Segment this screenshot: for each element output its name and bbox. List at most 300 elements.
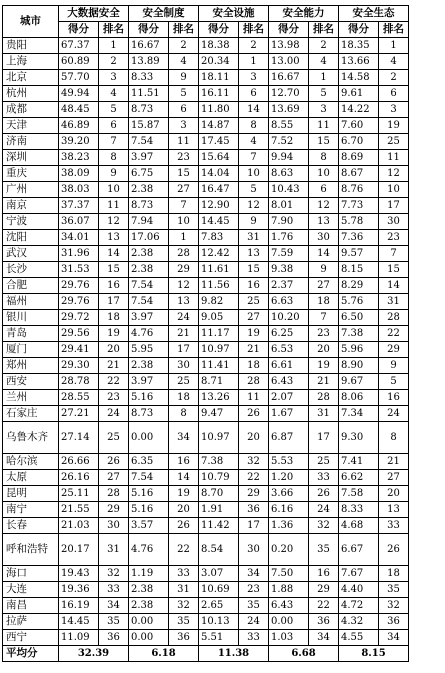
rank-cell: 5 xyxy=(379,374,409,390)
score-cell: 6.87 xyxy=(269,422,309,454)
score-cell: 4.76 xyxy=(129,534,169,566)
score-cell: 7.54 xyxy=(129,278,169,294)
score-cell: 7.36 xyxy=(339,230,379,246)
score-cell: 8.01 xyxy=(269,198,309,214)
score-cell: 20.34 xyxy=(199,54,239,70)
rank-cell: 16 xyxy=(99,278,129,294)
score-cell: 13.98 xyxy=(269,38,309,54)
table-row xyxy=(3,262,409,278)
rank-cell: 8 xyxy=(379,422,409,454)
rank-cell: 2 xyxy=(379,70,409,86)
rank-cell: 17 xyxy=(309,422,339,454)
score-cell: 5.95 xyxy=(129,342,169,358)
score-cell: 8.73 xyxy=(129,102,169,118)
average-security-facilities: 11.38 xyxy=(199,646,269,662)
city-name: 沈阳 xyxy=(3,230,59,246)
rank-cell: 24 xyxy=(169,310,199,326)
rank-cell: 13 xyxy=(379,502,409,518)
rank-cell: 11 xyxy=(239,390,269,406)
score-cell: 31.53 xyxy=(59,262,99,278)
rank-header: 排名 xyxy=(169,22,199,38)
score-cell: 11.56 xyxy=(199,278,239,294)
rank-cell: 27 xyxy=(379,470,409,486)
score-cell: 3.57 xyxy=(129,518,169,534)
rank-cell: 4 xyxy=(169,54,199,70)
city-name: 杭州 xyxy=(3,86,59,102)
score-cell: 6.63 xyxy=(269,294,309,310)
score-cell: 48.45 xyxy=(59,102,99,118)
score-cell: 15.87 xyxy=(129,118,169,134)
score-cell: 8.29 xyxy=(339,278,379,294)
score-cell: 19.43 xyxy=(59,566,99,582)
rank-cell: 16 xyxy=(309,566,339,582)
table-row xyxy=(3,310,409,326)
score-cell: 16.67 xyxy=(129,38,169,54)
score-cell: 7.38 xyxy=(199,454,239,470)
score-cell: 8.63 xyxy=(269,166,309,182)
score-cell: 7.54 xyxy=(129,294,169,310)
rank-cell: 1 xyxy=(169,230,199,246)
rank-cell: 30 xyxy=(169,358,199,374)
rank-cell: 29 xyxy=(239,486,269,502)
city-name: 西安 xyxy=(3,374,59,390)
rank-cell: 18 xyxy=(309,294,339,310)
rank-cell: 24 xyxy=(309,502,339,518)
rank-cell: 30 xyxy=(99,518,129,534)
rank-cell: 5 xyxy=(99,102,129,118)
rank-cell: 22 xyxy=(309,598,339,614)
rank-cell: 17 xyxy=(379,198,409,214)
rank-cell: 13 xyxy=(99,230,129,246)
rank-cell: 16 xyxy=(379,390,409,406)
score-cell: 38.09 xyxy=(59,166,99,182)
rank-cell: 27 xyxy=(309,278,339,294)
table-row xyxy=(3,246,409,262)
rank-cell: 16 xyxy=(239,278,269,294)
city-name: 郑州 xyxy=(3,358,59,374)
rank-cell: 12 xyxy=(239,198,269,214)
score-cell: 6.70 xyxy=(339,134,379,150)
score-cell: 28.78 xyxy=(59,374,99,390)
rank-cell: 20 xyxy=(99,342,129,358)
score-cell: 7.67 xyxy=(339,566,379,582)
rank-cell: 5 xyxy=(169,86,199,102)
score-cell: 1.20 xyxy=(269,470,309,486)
rank-cell: 35 xyxy=(309,534,339,566)
score-cell: 1.67 xyxy=(269,406,309,422)
rank-cell: 6 xyxy=(309,182,339,198)
score-cell: 26.66 xyxy=(59,454,99,470)
table-row xyxy=(3,486,409,502)
score-cell: 11.42 xyxy=(199,518,239,534)
score-cell: 6.35 xyxy=(129,454,169,470)
score-cell: 37.37 xyxy=(59,198,99,214)
rank-cell: 9 xyxy=(239,214,269,230)
score-cell: 2.38 xyxy=(129,582,169,598)
score-cell: 4.72 xyxy=(339,598,379,614)
header-row-sub xyxy=(3,22,409,38)
score-cell: 7.41 xyxy=(339,454,379,470)
table-row xyxy=(3,630,409,646)
rank-cell: 7 xyxy=(169,198,199,214)
score-cell: 7.59 xyxy=(269,246,309,262)
rank-cell: 11 xyxy=(169,134,199,150)
rank-cell: 21 xyxy=(379,454,409,470)
rank-cell: 19 xyxy=(169,486,199,502)
score-cell: 49.94 xyxy=(59,86,99,102)
score-cell: 6.25 xyxy=(269,326,309,342)
rank-cell: 1 xyxy=(379,38,409,54)
rank-cell: 34 xyxy=(239,566,269,582)
group-header-security-facilities: 安全设施 xyxy=(199,6,269,22)
score-cell: 14.45 xyxy=(199,214,239,230)
score-cell: 67.37 xyxy=(59,38,99,54)
table-row xyxy=(3,502,409,518)
score-cell: 9.38 xyxy=(269,262,309,278)
rank-cell: 20 xyxy=(379,486,409,502)
table-row xyxy=(3,70,409,86)
score-cell: 38.23 xyxy=(59,150,99,166)
score-cell: 46.89 xyxy=(59,118,99,134)
table-row xyxy=(3,406,409,422)
score-cell: 4.40 xyxy=(339,582,379,598)
rank-cell: 25 xyxy=(239,294,269,310)
rank-cell: 19 xyxy=(99,326,129,342)
score-cell: 29.30 xyxy=(59,358,99,374)
score-cell: 8.54 xyxy=(199,534,239,566)
table-row xyxy=(3,166,409,182)
rank-cell: 8 xyxy=(309,150,339,166)
score-cell: 19.36 xyxy=(59,582,99,598)
rank-cell: 11 xyxy=(99,198,129,214)
score-cell: 27.14 xyxy=(59,422,99,454)
score-cell: 7.34 xyxy=(339,406,379,422)
score-cell: 3.97 xyxy=(129,374,169,390)
score-cell: 0.00 xyxy=(129,630,169,646)
score-cell: 9.82 xyxy=(199,294,239,310)
header-row-groups xyxy=(3,6,409,22)
table-row xyxy=(3,390,409,406)
score-cell: 8.15 xyxy=(339,262,379,278)
score-cell: 7.90 xyxy=(269,214,309,230)
rank-cell: 31 xyxy=(309,406,339,422)
city-name: 海口 xyxy=(3,566,59,582)
rank-cell: 9 xyxy=(169,70,199,86)
rank-cell: 13 xyxy=(309,214,339,230)
rank-cell: 20 xyxy=(169,502,199,518)
score-cell: 7.50 xyxy=(269,566,309,582)
rank-cell: 20 xyxy=(309,342,339,358)
rank-cell: 19 xyxy=(379,118,409,134)
table-row xyxy=(3,326,409,342)
rank-cell: 33 xyxy=(379,518,409,534)
score-cell: 5.51 xyxy=(199,630,239,646)
score-cell: 6.67 xyxy=(339,534,379,566)
score-cell: 12.90 xyxy=(199,198,239,214)
score-cell: 6.75 xyxy=(129,166,169,182)
score-cell: 16.19 xyxy=(59,598,99,614)
rank-cell: 3 xyxy=(379,102,409,118)
score-cell: 18.38 xyxy=(199,38,239,54)
city-name: 长春 xyxy=(3,518,59,534)
rank-cell: 35 xyxy=(239,598,269,614)
rank-cell: 28 xyxy=(99,486,129,502)
table-row xyxy=(3,118,409,134)
score-cell: 10.43 xyxy=(269,182,309,198)
rank-cell: 25 xyxy=(379,134,409,150)
rank-cell: 18 xyxy=(169,390,199,406)
city-column-header: 城市 xyxy=(3,6,59,38)
rank-cell: 32 xyxy=(239,454,269,470)
score-cell: 11.80 xyxy=(199,102,239,118)
rank-cell: 3 xyxy=(309,102,339,118)
rank-cell: 33 xyxy=(309,470,339,486)
rank-cell: 13 xyxy=(169,294,199,310)
score-cell: 6.50 xyxy=(339,310,379,326)
rank-cell: 36 xyxy=(379,614,409,630)
score-cell: 9.47 xyxy=(199,406,239,422)
table-body xyxy=(3,38,409,646)
rank-cell: 17 xyxy=(169,342,199,358)
rank-cell: 3 xyxy=(169,118,199,134)
city-name: 成都 xyxy=(3,102,59,118)
score-cell: 34.01 xyxy=(59,230,99,246)
table-row xyxy=(3,182,409,198)
rank-cell: 2 xyxy=(99,54,129,70)
score-cell: 27.21 xyxy=(59,406,99,422)
rank-cell: 16 xyxy=(169,454,199,470)
table-row xyxy=(3,198,409,214)
score-cell: 5.53 xyxy=(269,454,309,470)
rank-cell: 18 xyxy=(379,566,409,582)
rank-cell: 34 xyxy=(379,630,409,646)
rank-cell: 35 xyxy=(379,582,409,598)
rank-header: 排名 xyxy=(239,22,269,38)
score-cell: 2.38 xyxy=(129,358,169,374)
score-cell: 5.16 xyxy=(129,486,169,502)
rank-cell: 20 xyxy=(239,422,269,454)
score-cell: 38.03 xyxy=(59,182,99,198)
table-row xyxy=(3,278,409,294)
table-row xyxy=(3,134,409,150)
rank-cell: 18 xyxy=(239,358,269,374)
score-cell: 10.97 xyxy=(199,422,239,454)
score-cell: 8.73 xyxy=(129,198,169,214)
rank-cell: 36 xyxy=(309,614,339,630)
rank-cell: 21 xyxy=(99,358,129,374)
city-name: 重庆 xyxy=(3,166,59,182)
score-cell: 4.32 xyxy=(339,614,379,630)
rank-header: 排名 xyxy=(309,22,339,38)
score-cell: 25.11 xyxy=(59,486,99,502)
city-name: 昆明 xyxy=(3,486,59,502)
rank-header: 排名 xyxy=(379,22,409,38)
score-cell: 8.69 xyxy=(339,150,379,166)
score-cell: 9.30 xyxy=(339,422,379,454)
score-cell: 11.61 xyxy=(199,262,239,278)
score-cell: 10.13 xyxy=(199,614,239,630)
rank-cell: 10 xyxy=(379,182,409,198)
city-name: 贵阳 xyxy=(3,38,59,54)
score-cell: 8.33 xyxy=(129,70,169,86)
score-cell: 16.47 xyxy=(199,182,239,198)
rank-cell: 30 xyxy=(239,534,269,566)
score-cell: 3.07 xyxy=(199,566,239,582)
rank-cell: 14 xyxy=(309,246,339,262)
table-row xyxy=(3,54,409,70)
score-cell: 21.55 xyxy=(59,502,99,518)
rank-cell: 28 xyxy=(379,310,409,326)
score-cell: 9.61 xyxy=(339,86,379,102)
rank-cell: 6 xyxy=(379,86,409,102)
rank-cell: 18 xyxy=(99,310,129,326)
rank-cell: 14 xyxy=(239,102,269,118)
score-cell: 14.45 xyxy=(59,614,99,630)
city-name: 兰州 xyxy=(3,390,59,406)
rank-cell: 7 xyxy=(379,246,409,262)
score-cell: 2.38 xyxy=(129,598,169,614)
average-row xyxy=(3,646,409,662)
rank-cell: 33 xyxy=(169,566,199,582)
rank-cell: 32 xyxy=(99,566,129,582)
score-cell: 3.97 xyxy=(129,310,169,326)
score-cell: 9.57 xyxy=(339,246,379,262)
score-cell: 0.00 xyxy=(129,422,169,454)
score-cell: 9.94 xyxy=(269,150,309,166)
score-cell: 3.97 xyxy=(129,150,169,166)
rank-cell: 21 xyxy=(169,326,199,342)
group-header-big-data-security: 大数据安全 xyxy=(59,6,129,22)
rank-cell: 10 xyxy=(239,166,269,182)
rank-cell: 8 xyxy=(99,150,129,166)
rank-cell: 24 xyxy=(239,614,269,630)
score-cell: 29.76 xyxy=(59,278,99,294)
rank-cell: 2 xyxy=(169,38,199,54)
score-cell: 9.05 xyxy=(199,310,239,326)
rank-cell: 32 xyxy=(169,598,199,614)
score-cell: 8.67 xyxy=(339,166,379,182)
score-cell: 28.55 xyxy=(59,390,99,406)
rank-cell: 32 xyxy=(379,598,409,614)
rank-cell: 36 xyxy=(169,630,199,646)
rank-cell: 9 xyxy=(309,262,339,278)
score-header: 得分 xyxy=(199,22,239,38)
rank-cell: 22 xyxy=(169,534,199,566)
rank-cell: 10 xyxy=(99,182,129,198)
rank-cell: 7 xyxy=(99,134,129,150)
rank-cell: 29 xyxy=(99,502,129,518)
score-cell: 5.16 xyxy=(129,502,169,518)
city-name: 乌鲁木齐 xyxy=(3,422,59,454)
city-name: 天津 xyxy=(3,118,59,134)
score-cell: 1.76 xyxy=(269,230,309,246)
rank-cell: 26 xyxy=(239,406,269,422)
table-row xyxy=(3,102,409,118)
rank-cell: 34 xyxy=(169,422,199,454)
score-cell: 2.38 xyxy=(129,182,169,198)
city-name: 合肥 xyxy=(3,278,59,294)
rank-cell: 1 xyxy=(99,38,129,54)
score-cell: 31.96 xyxy=(59,246,99,262)
score-cell: 8.55 xyxy=(269,118,309,134)
table-row xyxy=(3,214,409,230)
score-cell: 6.16 xyxy=(269,502,309,518)
score-cell: 7.54 xyxy=(129,134,169,150)
rank-cell: 31 xyxy=(379,294,409,310)
score-cell: 1.03 xyxy=(269,630,309,646)
score-cell: 29.56 xyxy=(59,326,99,342)
score-cell: 0.00 xyxy=(269,614,309,630)
score-cell: 26.16 xyxy=(59,470,99,486)
rank-cell: 6 xyxy=(239,86,269,102)
score-cell: 14.58 xyxy=(339,70,379,86)
table-row xyxy=(3,614,409,630)
city-name: 北京 xyxy=(3,70,59,86)
city-name: 上海 xyxy=(3,54,59,70)
score-cell: 10.20 xyxy=(269,310,309,326)
score-cell: 6.53 xyxy=(269,342,309,358)
rank-cell: 34 xyxy=(99,598,129,614)
rank-cell: 28 xyxy=(239,374,269,390)
score-cell: 21.03 xyxy=(59,518,99,534)
rank-cell: 23 xyxy=(169,150,199,166)
score-cell: 36.07 xyxy=(59,214,99,230)
city-name: 银川 xyxy=(3,310,59,326)
rank-cell: 11 xyxy=(309,118,339,134)
rank-cell: 29 xyxy=(169,262,199,278)
score-cell: 1.88 xyxy=(269,582,309,598)
score-cell: 13.66 xyxy=(339,54,379,70)
rank-cell: 27 xyxy=(239,310,269,326)
table-row xyxy=(3,534,409,566)
rank-cell: 7 xyxy=(309,310,339,326)
city-name: 宁波 xyxy=(3,214,59,230)
rank-cell: 30 xyxy=(379,214,409,230)
rank-cell: 35 xyxy=(169,614,199,630)
rank-cell: 10 xyxy=(309,166,339,182)
rank-cell: 21 xyxy=(239,342,269,358)
score-cell: 2.65 xyxy=(199,598,239,614)
average-security-ecology: 8.15 xyxy=(339,646,409,662)
score-cell: 8.71 xyxy=(199,374,239,390)
city-name: 青岛 xyxy=(3,326,59,342)
rank-cell: 8 xyxy=(239,118,269,134)
city-name: 武汉 xyxy=(3,246,59,262)
rank-cell: 15 xyxy=(99,262,129,278)
rank-cell: 12 xyxy=(169,278,199,294)
score-cell: 7.54 xyxy=(129,470,169,486)
rank-cell: 7 xyxy=(239,150,269,166)
score-cell: 6.43 xyxy=(269,374,309,390)
rank-cell: 14 xyxy=(379,278,409,294)
rank-cell: 12 xyxy=(309,198,339,214)
score-cell: 2.37 xyxy=(269,278,309,294)
score-cell: 4.68 xyxy=(339,518,379,534)
group-header-security-system: 安全制度 xyxy=(129,6,199,22)
score-cell: 4.76 xyxy=(129,326,169,342)
score-cell: 11.41 xyxy=(199,358,239,374)
rank-cell: 19 xyxy=(309,358,339,374)
rank-cell: 26 xyxy=(169,518,199,534)
rank-cell: 28 xyxy=(169,246,199,262)
rank-cell: 22 xyxy=(379,326,409,342)
rank-cell: 9 xyxy=(379,358,409,374)
score-cell: 2.38 xyxy=(129,246,169,262)
score-cell: 12.42 xyxy=(199,246,239,262)
score-cell: 13.89 xyxy=(129,54,169,70)
rank-cell: 4 xyxy=(379,54,409,70)
rank-cell: 31 xyxy=(239,230,269,246)
